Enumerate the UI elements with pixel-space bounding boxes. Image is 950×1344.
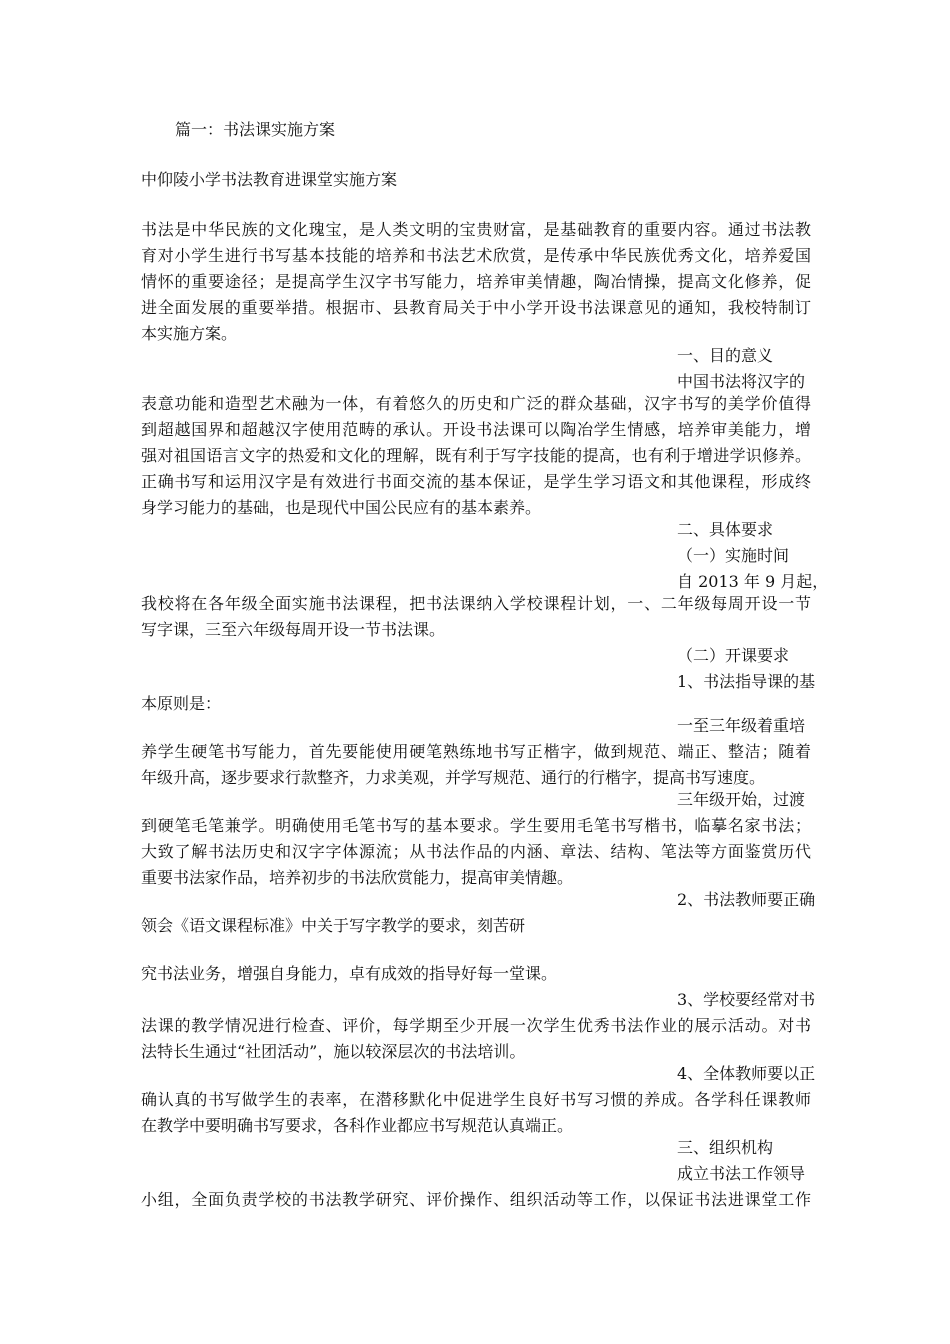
text-line: 2、书法教师要正确: [677, 890, 816, 909]
text-line: 本原则是：: [141, 694, 222, 713]
text-line: 到超越国界和超越汉字使用范畴的承认。开设书法课可以陶冶学生情感，培养审美能力，增: [141, 420, 811, 439]
text-line: 究书法业务，增强自身能力，卓有成效的指导好每一堂课。: [141, 964, 558, 983]
text-line: 进全面发展的重要举措。根据市、县教育局关于中小学开设书法课意见的通知，我校特制订: [141, 298, 811, 317]
text-line: 本实施方案。: [141, 324, 238, 343]
section-heading: 一、目的意义: [677, 346, 774, 365]
text-line: 重要书法家作品，培养初步的书法欣赏能力，提高审美情趣。: [141, 868, 574, 887]
text-line: 在教学中要明确书写要求，各科作业都应书写规范认真端正。: [141, 1116, 574, 1135]
text-line: 1、书法指导课的基: [677, 672, 816, 691]
subsection-heading: （一）实施时间: [677, 546, 790, 565]
text-line: 中国书法将汉字的: [677, 372, 806, 391]
text-line: 育对小学生进行书写基本技能的培养和书法艺术欣赏，是传承中华民族优秀文化，培养爱国: [141, 246, 811, 265]
text-line: 法特长生通过“社团活动”，施以较深层次的书法培训。: [141, 1042, 526, 1061]
text-line: 到硬笔毛笔兼学。明确使用毛笔书写的基本要求。学生要用毛笔书写楷书，临摹名家书法；: [141, 816, 811, 835]
text-line: 我校将在各年级全面实施书法课程，把书法课纳入学校课程计划，一、二年级每周开设一节: [141, 594, 811, 613]
text-line: 正确书写和运用汉字是有效进行书面交流的基本保证，是学生学习语文和其他课程，形成终: [141, 472, 811, 491]
text-line: 大致了解书法历史和汉字字体源流；从书法作品的内涵、章法、结构、笔法等方面鉴赏历代: [141, 842, 811, 861]
document-subtitle: 中仰陵小学书法教育进课堂实施方案: [141, 170, 398, 189]
text-line: 自 2013 年 9 月起，: [677, 572, 829, 591]
text-line: 领会《语文课程标准》中关于写字教学的要求，刻苦研: [141, 916, 526, 935]
text-line: 4、全体教师要以正: [677, 1064, 816, 1083]
text-line: 小组，全面负责学校的书法教学研究、评价操作、组织活动等工作，以保证书法进课堂工作: [141, 1190, 811, 1209]
text-line: 法课的教学情况进行检查、评价，每学期至少开展一次学生优秀书法作业的展示活动。对书: [141, 1016, 811, 1035]
text-line: 书法是中华民族的文化瑰宝，是人类文明的宝贵财富，是基础教育的重要内容。通过书法教: [141, 220, 811, 239]
text-line: 身学习能力的基础，也是现代中国公民应有的基本素养。: [141, 498, 542, 517]
text-line: 成立书法工作领导: [677, 1164, 806, 1183]
text-line: 养学生硬笔书写能力，首先要能使用硬笔熟练地书写正楷字，做到规范、端正、整洁；随着: [141, 742, 811, 761]
text-line: 3、学校要经常对书: [677, 990, 816, 1009]
document-heading: 篇一：书法课实施方案: [175, 120, 336, 139]
section-heading: 三、组织机构: [677, 1138, 774, 1157]
section-heading: 二、具体要求: [677, 520, 774, 539]
text-line: 年级升高，逐步要求行款整齐，力求美观，并学写规范、通行的行楷字，提高书写速度。: [141, 768, 766, 787]
text-line: 写字课，三至六年级每周开设一节书法课。: [141, 620, 446, 639]
text-line: 强对祖国语言文字的热爱和文化的理解，既有利于写字技能的提高，也有利于增进学识修养。: [141, 446, 811, 465]
text-line: 表意功能和造型艺术融为一体，有着悠久的历史和广泛的群众基础，汉字书写的美学价值得: [141, 394, 811, 413]
subsection-heading: （二）开课要求: [677, 646, 790, 665]
text-line: 确认真的书写做学生的表率，在潜移默化中促进学生良好书写习惯的养成。各学科任课教师: [141, 1090, 811, 1109]
text-line: 一至三年级着重培: [677, 716, 806, 735]
text-line: 情怀的重要途径；是提高学生汉字书写能力，培养审美情趣，陶冶情操，提高文化修养，促: [141, 272, 811, 291]
text-line: 三年级开始，过渡: [677, 790, 806, 809]
